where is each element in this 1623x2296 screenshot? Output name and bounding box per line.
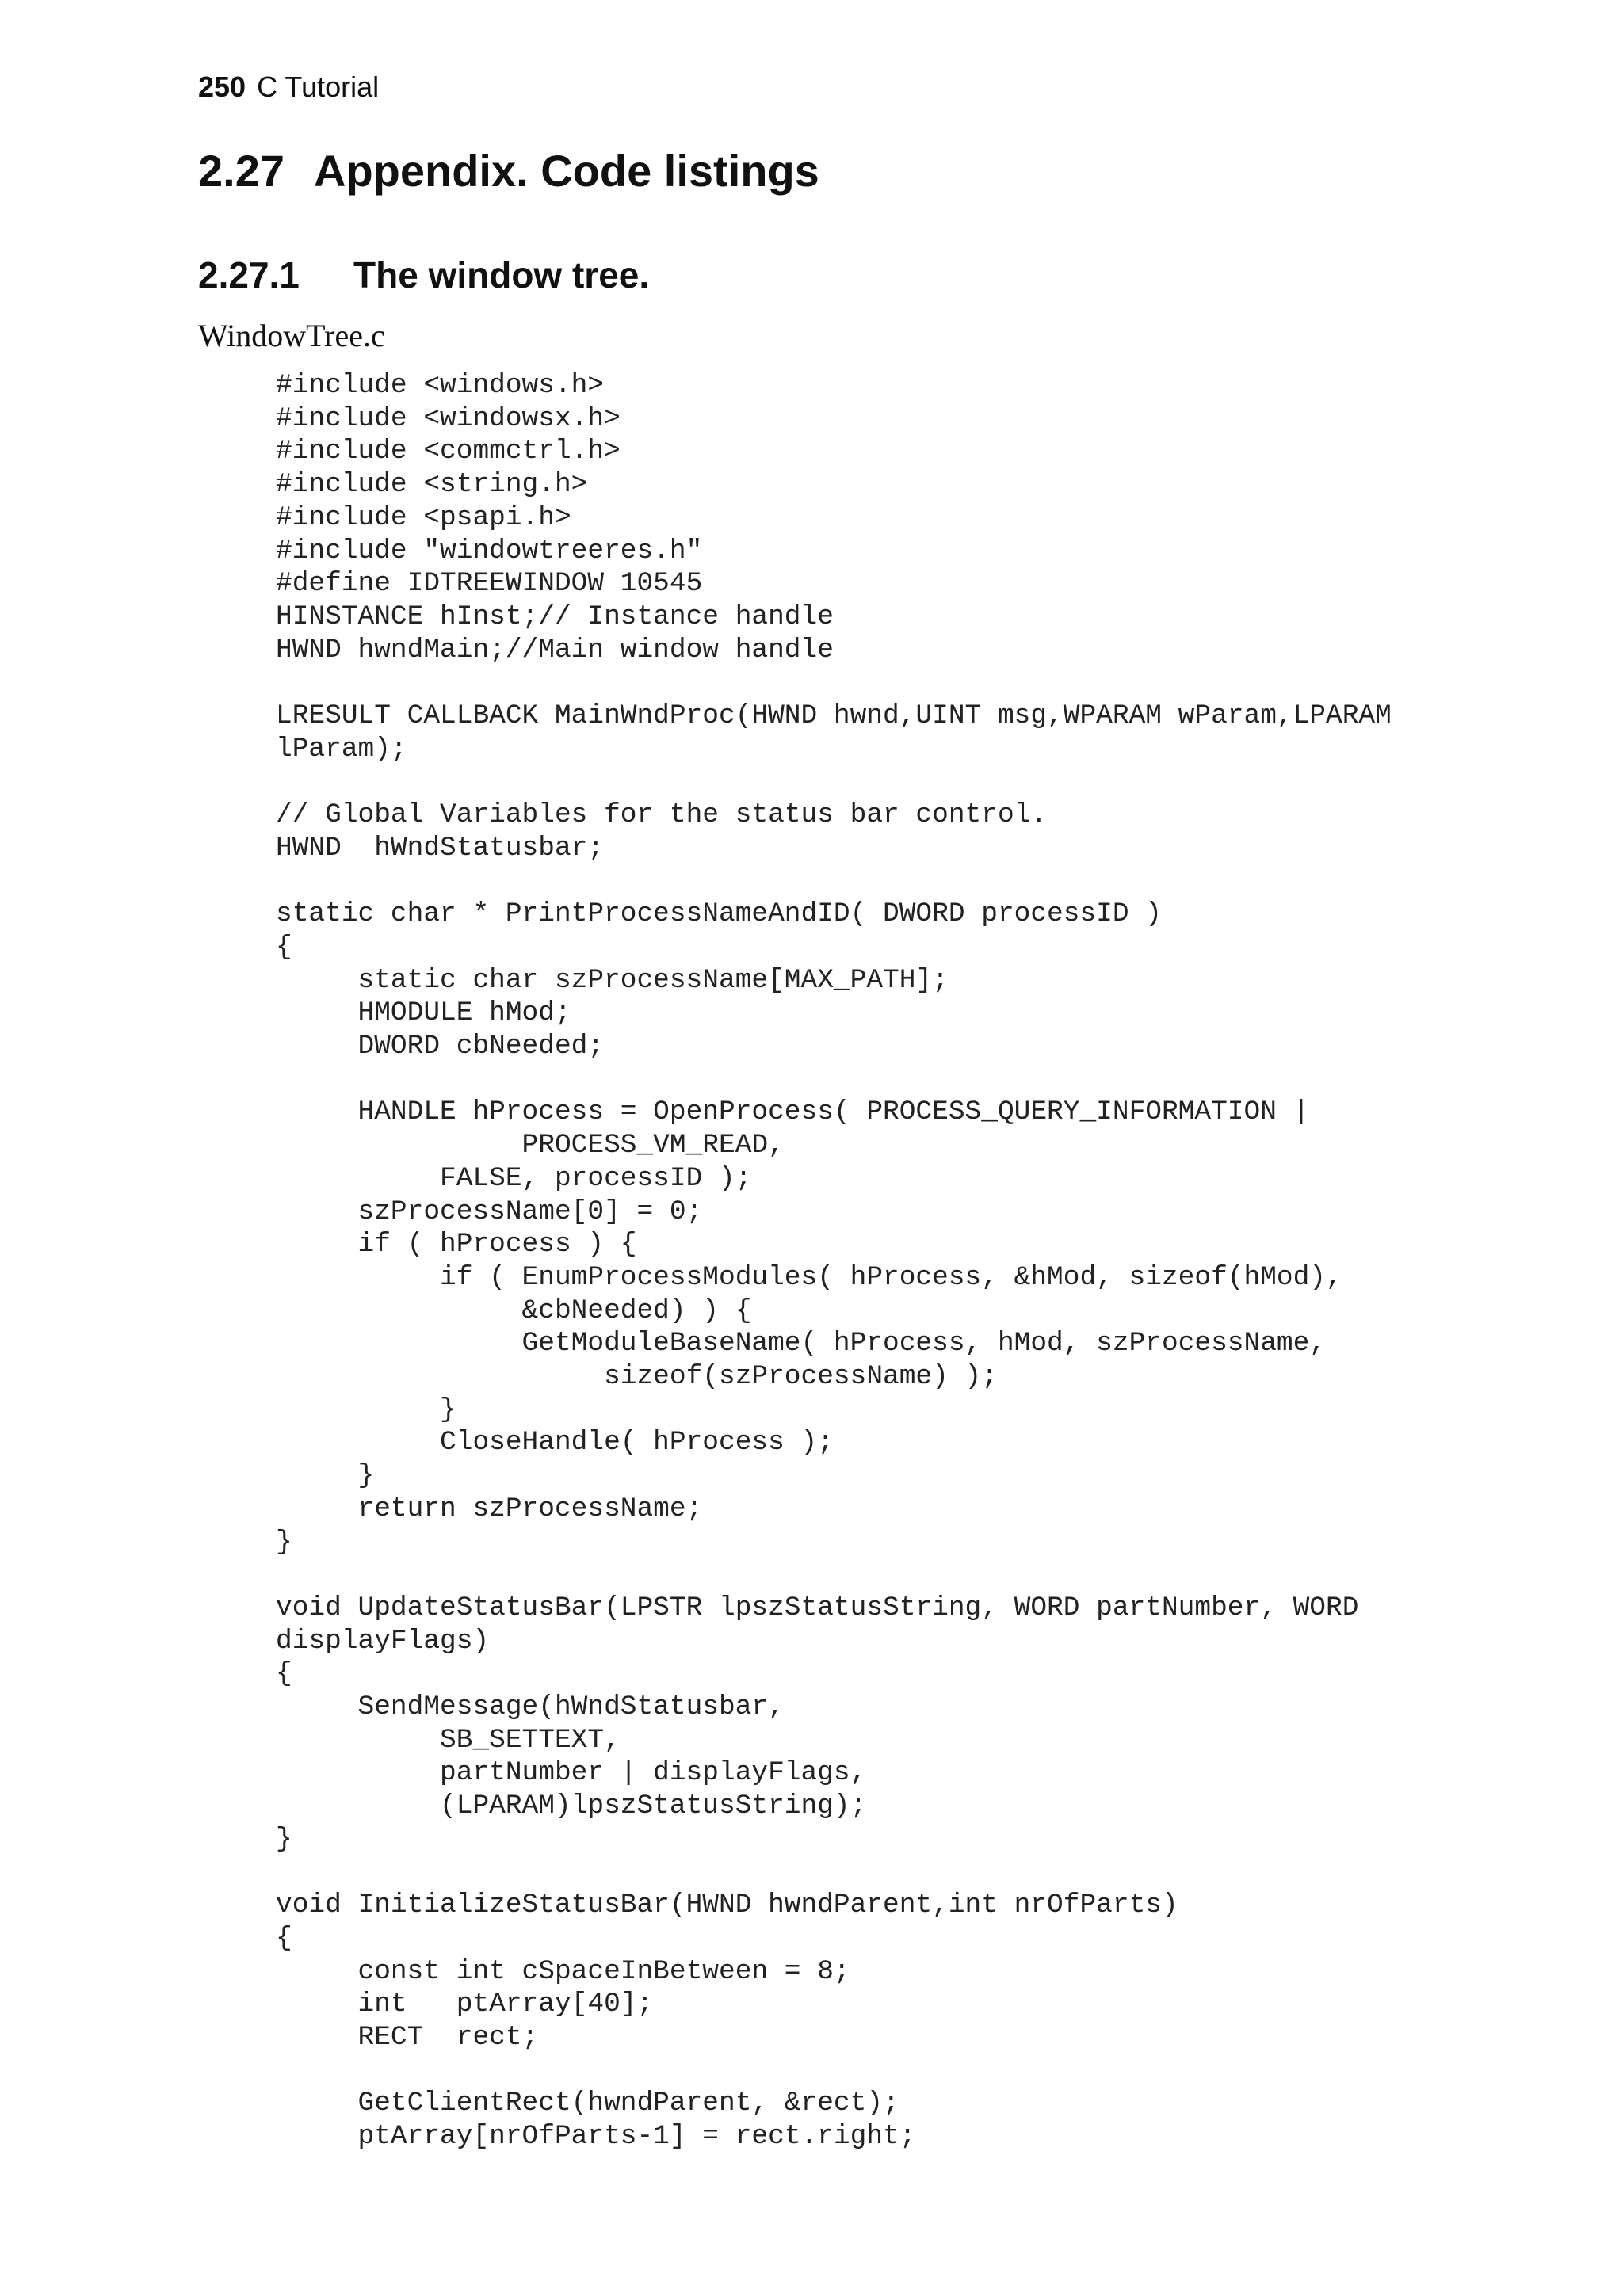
code-line: if ( EnumProcessModules( hProcess, &hMod, sizeof(hMod), xyxy=(276,1261,1342,1293)
code-line: { xyxy=(276,1658,292,1690)
file-label: WindowTree.c xyxy=(198,318,385,353)
code-line: int ptArray[40]; xyxy=(276,1989,654,2020)
code-line xyxy=(276,2054,1591,2088)
code-line: sizeof(szProcessName) ); xyxy=(276,1361,998,1393)
code-line: #include <string.h> xyxy=(276,469,588,501)
code-line: SB_SETTEXT, xyxy=(276,1724,621,1756)
section-heading xyxy=(198,139,819,203)
code-line xyxy=(276,765,1591,799)
code-line: // Global Variables for the status bar control. xyxy=(276,799,1048,831)
code-line xyxy=(276,1063,1591,1097)
code-line: ptArray[nrOfParts-1] = rect.right; xyxy=(276,2121,916,2153)
code-line: lParam); xyxy=(276,733,407,765)
code-line: { xyxy=(276,1922,292,1954)
code-line: #include <windows.h> xyxy=(276,370,605,401)
code-line: HINSTANCE hInst;// Instance handle xyxy=(276,601,834,632)
code-line: SendMessage(hWndStatusbar, xyxy=(276,1691,785,1723)
code-line: szProcessName[0] = 0; xyxy=(276,1196,703,1227)
section-number: 2.27 xyxy=(198,146,285,196)
code-line: #include <psapi.h> xyxy=(276,502,571,533)
code-line: } xyxy=(276,1394,456,1425)
code-line: #include <commctrl.h> xyxy=(276,436,621,467)
code-line: #include <windowsx.h> xyxy=(276,402,621,434)
code-line: HWND hWndStatusbar; xyxy=(276,832,605,864)
code-line: DWORD cbNeeded; xyxy=(276,1031,605,1062)
code-line: HANDLE hProcess = OpenProcess( PROCESS_QUERY_INFORMATION | xyxy=(276,1097,1310,1128)
code-line: const int cSpaceInBetween = 8; xyxy=(276,1955,850,1987)
code-line: partNumber | displayFlags, xyxy=(276,1757,867,1789)
running-title: C Tutorial xyxy=(257,71,380,103)
subsection-heading xyxy=(198,249,649,301)
code-line: FALSE, processID ); xyxy=(276,1162,752,1194)
code-line: HMODULE hMod; xyxy=(276,997,571,1029)
code-line: PROCESS_VM_READ, xyxy=(276,1130,785,1161)
code-line: } xyxy=(276,1526,292,1558)
code-line: CloseHandle( hProcess ); xyxy=(276,1427,834,1459)
code-line xyxy=(276,865,1591,898)
code-line: { xyxy=(276,931,292,963)
section-title: Appendix. Code listings xyxy=(314,146,819,196)
code-line: return szProcessName; xyxy=(276,1493,703,1524)
code-line xyxy=(276,666,1591,700)
running-head xyxy=(198,65,379,109)
page-number: 250 xyxy=(198,71,246,103)
code-line: static char * PrintProcessNameAndID( DWORD processID ) xyxy=(276,898,1162,930)
code-listing xyxy=(276,369,1591,2153)
subsection-number: 2.27.1 xyxy=(198,254,300,296)
code-line: static char szProcessName[MAX_PATH]; xyxy=(276,964,949,996)
code-line: GetModuleBaseName( hProcess, hMod, szProcessName, xyxy=(276,1328,1327,1360)
code-line xyxy=(276,1558,1591,1592)
code-line: void InitializeStatusBar(HWND hwndParent,int nrOfParts) xyxy=(276,1890,1178,1921)
code-line: HWND hwndMain;//Main window handle xyxy=(276,634,834,666)
code-line: displayFlags) xyxy=(276,1625,490,1657)
code-line: &cbNeeded) ) { xyxy=(276,1295,752,1326)
code-line: #include "windowtreeres.h" xyxy=(276,535,703,566)
code-line: GetClientRect(hwndParent, &rect); xyxy=(276,2088,899,2119)
code-line: } xyxy=(276,1823,292,1855)
code-line: #define IDTREEWINDOW 10545 xyxy=(276,568,703,600)
code-line: void UpdateStatusBar(LPSTR lpszStatusString, WORD partNumber, WORD xyxy=(276,1592,1359,1623)
code-line xyxy=(276,1856,1591,1890)
code-line: } xyxy=(276,1460,375,1492)
code-line: LRESULT CALLBACK MainWndProc(HWND hwnd,UINT msg,WPARAM wParam,LPARAM xyxy=(276,700,1392,732)
code-line: RECT rect; xyxy=(276,2022,539,2054)
subsection-title: The window tree. xyxy=(353,254,650,296)
code-line: (LPARAM)lpszStatusString); xyxy=(276,1791,867,1822)
code-line: if ( hProcess ) { xyxy=(276,1229,637,1261)
